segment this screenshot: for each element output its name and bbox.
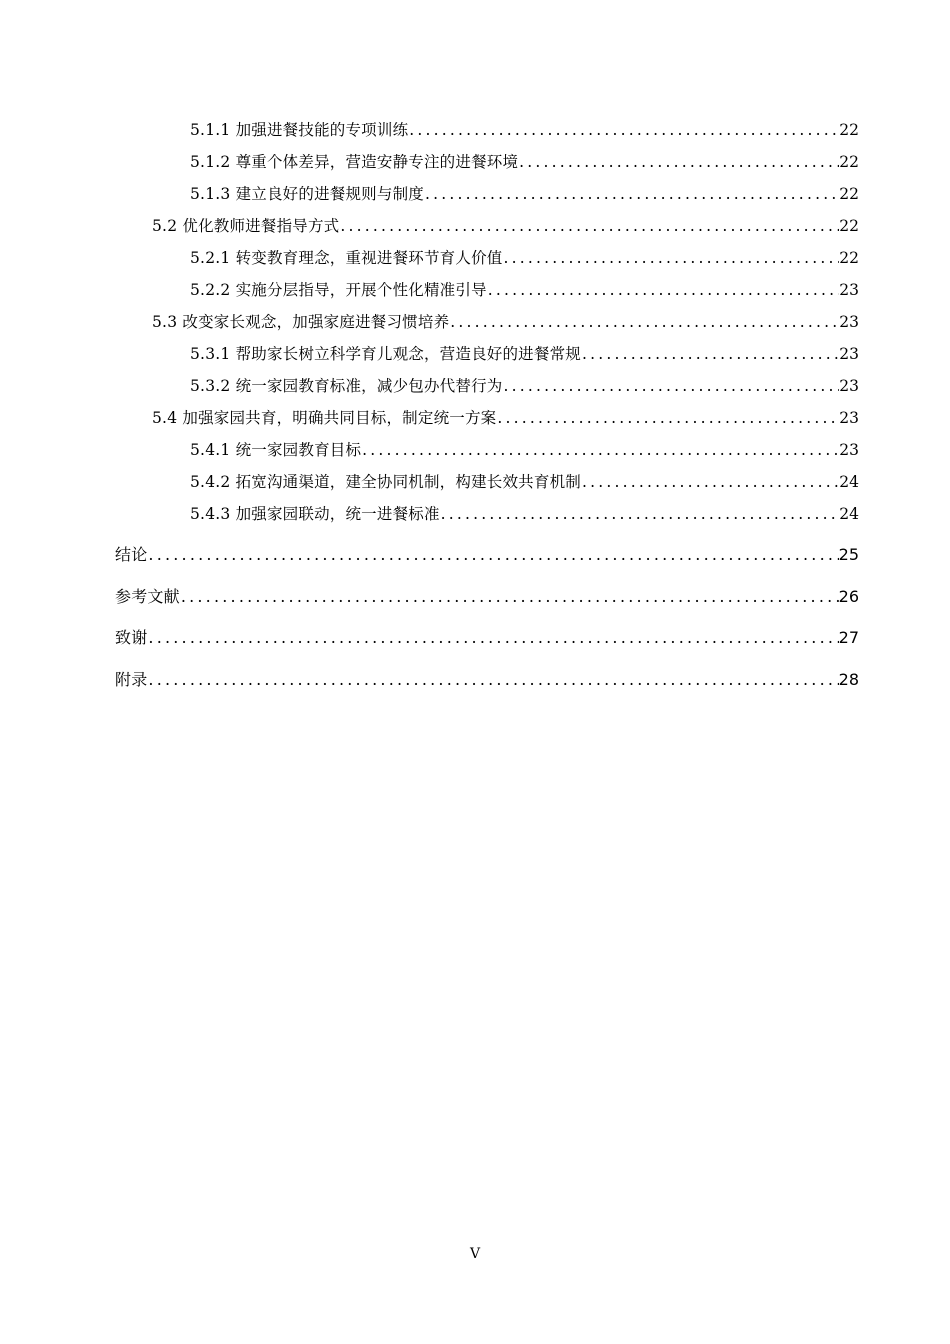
toc-entry-page: 23: [839, 377, 859, 395]
toc-entry[interactable]: [152, 408, 859, 428]
toc-leader-dots: [147, 545, 838, 565]
page-number: V: [469, 1246, 481, 1262]
toc-entry-page: 27: [838, 628, 859, 647]
toc-entry[interactable]: [190, 504, 859, 524]
toc-entry[interactable]: [115, 587, 859, 607]
toc-entry[interactable]: [115, 628, 859, 648]
toc-leader-dots: [518, 152, 839, 172]
toc-entry-page: 24: [839, 505, 859, 523]
toc-leader-dots: [361, 440, 839, 460]
toc-entry-page: 23: [839, 281, 859, 299]
toc-leader-dots: [180, 587, 839, 607]
toc-entry-label: 5.1.2 尊重个体差异，营造安静专注的进餐环境: [190, 153, 519, 171]
toc-leader-dots: [424, 184, 839, 204]
toc-entry-page: 25: [838, 545, 859, 564]
toc-entry-label: 参考文献: [115, 587, 180, 606]
toc-entry-label: 5.3.2 统一家园教育标准，减少包办代替行为: [190, 377, 503, 395]
toc-entry-page: 26: [838, 587, 859, 606]
toc-entry-page: 22: [839, 217, 859, 235]
toc-leader-dots: [581, 344, 839, 364]
toc-entry-label: 5.3.1 帮助家长树立科学育儿观念，营造良好的进餐常规: [190, 345, 581, 363]
toc-leader-dots: [147, 628, 838, 648]
toc-entry-label: 5.4.2 拓宽沟通渠道，建全协同机制，构建长效共育机制: [190, 473, 581, 491]
toc-entry-page: 22: [839, 249, 859, 267]
toc-entry-label: 5.1.1 加强进餐技能的专项训练: [190, 121, 409, 139]
toc-entry[interactable]: [152, 216, 859, 236]
toc-entry[interactable]: [190, 280, 859, 300]
toc-entry[interactable]: [115, 545, 859, 565]
toc-leader-dots: [502, 248, 839, 268]
toc-leader-dots: [440, 504, 840, 524]
toc-entry-label: 5.2 优化教师进餐指导方式: [152, 217, 340, 235]
toc-entry-page: 23: [839, 345, 859, 363]
toc-entry[interactable]: [190, 376, 859, 396]
toc-entry[interactable]: [152, 312, 859, 332]
toc-entry-label: 5.4 加强家园共育，明确共同目标，制定统一方案: [152, 409, 497, 427]
toc-entry-label: 5.2.1 转变教育理念，重视进餐环节育人价值: [190, 249, 503, 267]
toc-leader-dots: [496, 408, 839, 428]
toc-entry[interactable]: [190, 248, 859, 268]
toc-entry-page: 23: [839, 441, 859, 459]
toc-entry[interactable]: [190, 440, 859, 460]
toc-leader-dots: [339, 216, 839, 236]
toc-entry-page: 28: [838, 670, 859, 689]
toc-entry-page: 22: [839, 185, 859, 203]
toc-leader-dots: [487, 280, 839, 300]
toc-entry[interactable]: [115, 670, 859, 690]
toc-entry-page: 22: [839, 153, 859, 171]
toc-leader-dots: [408, 120, 839, 140]
toc-entry-label: 附录: [115, 670, 148, 689]
toc-entry-label: 5.1.3 建立良好的进餐规则与制度: [190, 185, 424, 203]
toc-leader-dots: [502, 376, 839, 396]
toc-entry-label: 5.4.1 统一家园教育目标: [190, 441, 362, 459]
toc-entry[interactable]: [190, 472, 859, 492]
toc-entry[interactable]: [190, 152, 859, 172]
toc-leader-dots: [581, 472, 839, 492]
toc-entry-page: 23: [839, 313, 859, 331]
toc-entry-label: 5.4.3 加强家园联动，统一进餐标准: [190, 505, 440, 523]
toc-entry-page: 22: [839, 121, 859, 139]
toc-entry[interactable]: [190, 344, 859, 364]
toc-entry-label: 致谢: [115, 628, 148, 647]
toc-entry[interactable]: [190, 120, 859, 140]
toc-entry-page: 24: [839, 473, 859, 491]
toc-entry-label: 5.3 改变家长观念，加强家庭进餐习惯培养: [152, 313, 450, 331]
toc-entry[interactable]: [190, 184, 859, 204]
toc-leader-dots: [449, 312, 839, 332]
toc-entry-label: 5.2.2 实施分层指导，开展个性化精准引导: [190, 281, 487, 299]
toc-leader-dots: [147, 670, 838, 690]
toc-entry-label: 结论: [115, 545, 148, 564]
toc-entry-page: 23: [839, 409, 859, 427]
